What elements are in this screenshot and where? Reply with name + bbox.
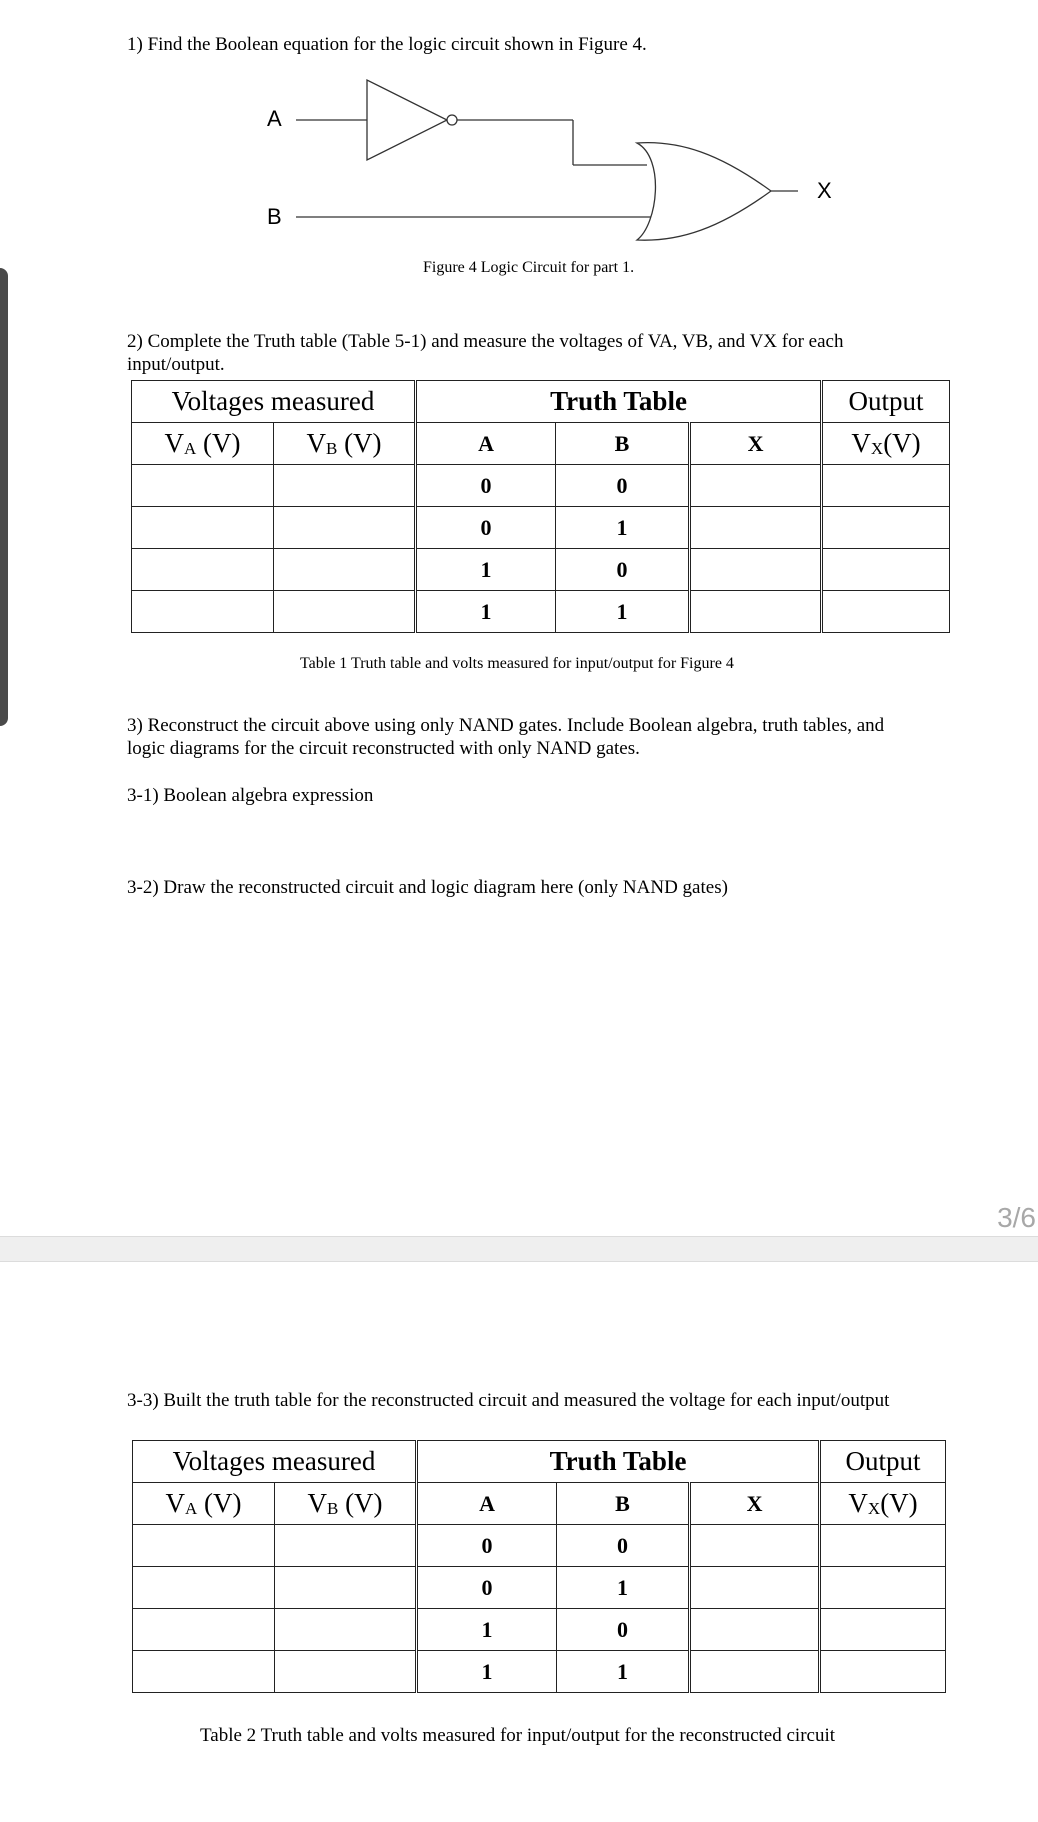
vb-cell[interactable] <box>274 591 416 633</box>
table-row <box>133 1609 946 1651</box>
vx-cell[interactable] <box>820 1609 946 1651</box>
truth-table-2 <box>132 1440 946 1693</box>
input-b-label: B <box>267 204 282 229</box>
va-header: VA (V) <box>133 1483 275 1525</box>
vb-header: VB (V) <box>274 423 416 465</box>
table-row <box>132 591 950 633</box>
vx-cell[interactable] <box>820 1567 946 1609</box>
question-3-2: 3-2) Draw the reconstructed circuit and logic diagram here (only NAND gates) <box>127 877 728 898</box>
x-cell[interactable] <box>690 1609 820 1651</box>
vx-cell[interactable] <box>820 1651 946 1693</box>
vb-cell[interactable] <box>275 1609 417 1651</box>
page-counter: 3/6 <box>997 1202 1036 1233</box>
table-2-caption: Table 2 Truth table and volts measured for input/output for the reconstructed circuit <box>200 1725 836 1746</box>
vx-cell[interactable] <box>822 591 950 633</box>
va-cell[interactable] <box>133 1651 275 1693</box>
question-3-line2: logic diagrams for the circuit reconstructed with only NAND gates. <box>127 738 640 759</box>
x-cell[interactable] <box>690 1525 820 1567</box>
truth-table-1 <box>131 380 950 633</box>
col-a-header: A <box>417 1483 557 1525</box>
output-header: Output <box>820 1441 946 1483</box>
va-header: VA (V) <box>132 423 274 465</box>
question-3-1: 3-1) Boolean algebra expression <box>127 785 374 806</box>
vb-cell[interactable] <box>274 507 416 549</box>
table-row <box>133 1525 946 1567</box>
vx-cell[interactable] <box>820 1525 946 1567</box>
x-cell[interactable] <box>690 507 822 549</box>
voltages-measured-header: Voltages measured <box>132 381 416 423</box>
va-cell[interactable] <box>133 1567 275 1609</box>
va-cell[interactable] <box>132 591 274 633</box>
b-cell: 1 <box>556 507 690 549</box>
logic-circuit-diagram <box>250 74 850 254</box>
vx-cell[interactable] <box>822 507 950 549</box>
not-gate <box>367 80 447 160</box>
table-row <box>132 465 950 507</box>
b-cell: 0 <box>557 1609 690 1651</box>
a-cell: 1 <box>417 1651 557 1693</box>
a-cell: 1 <box>417 1609 557 1651</box>
vx-header: VX(V) <box>822 423 950 465</box>
table-row <box>132 549 950 591</box>
voltages-measured-header: Voltages measured <box>133 1441 417 1483</box>
col-x-header: X <box>690 1483 820 1525</box>
vb-cell[interactable] <box>275 1651 417 1693</box>
va-cell[interactable] <box>132 549 274 591</box>
figure-caption: Figure 4 Logic Circuit for part 1. <box>423 259 635 276</box>
vb-cell[interactable] <box>274 549 416 591</box>
table-row <box>133 1651 946 1693</box>
vb-cell[interactable] <box>274 465 416 507</box>
x-cell[interactable] <box>690 1651 820 1693</box>
output-x-label: X <box>817 178 832 203</box>
x-cell[interactable] <box>690 591 822 633</box>
output-header: Output <box>822 381 950 423</box>
inverter-bubble <box>447 115 457 125</box>
vb-cell[interactable] <box>275 1525 417 1567</box>
col-x-header: X <box>690 423 822 465</box>
b-cell: 0 <box>557 1525 690 1567</box>
col-b-header: B <box>557 1483 690 1525</box>
question-1: 1) Find the Boolean equation for the logic circuit shown in Figure 4. <box>127 34 647 55</box>
va-cell[interactable] <box>132 507 274 549</box>
question-3-line1: 3) Reconstruct the circuit above using only NAND gates. Include Boolean algebra, truth tables, and <box>127 715 885 736</box>
x-cell[interactable] <box>690 549 822 591</box>
x-cell[interactable] <box>690 1567 820 1609</box>
col-a-header: A <box>416 423 556 465</box>
a-cell: 0 <box>416 507 556 549</box>
truth-table-header: Truth Table <box>417 1441 820 1483</box>
va-cell[interactable] <box>132 465 274 507</box>
b-cell: 0 <box>556 465 690 507</box>
a-cell: 1 <box>416 549 556 591</box>
truth-table-header: Truth Table <box>416 381 822 423</box>
vx-cell[interactable] <box>822 549 950 591</box>
vb-cell[interactable] <box>275 1567 417 1609</box>
vb-header: VB (V) <box>275 1483 417 1525</box>
table-row <box>133 1567 946 1609</box>
question-3-3: 3-3) Built the truth table for the reconstructed circuit and measured the voltage for each input/output <box>127 1390 890 1411</box>
b-cell: 0 <box>556 549 690 591</box>
table-1-caption: Table 1 Truth table and volts measured for input/output for Figure 4 <box>300 655 734 672</box>
a-cell: 0 <box>416 465 556 507</box>
table-row <box>132 507 950 549</box>
b-cell: 1 <box>557 1567 690 1609</box>
b-cell: 1 <box>557 1651 690 1693</box>
input-a-label: A <box>267 106 282 131</box>
vx-cell[interactable] <box>822 465 950 507</box>
x-cell[interactable] <box>690 465 822 507</box>
va-cell[interactable] <box>133 1525 275 1567</box>
page-separator <box>0 1236 1038 1262</box>
a-cell: 0 <box>417 1525 557 1567</box>
side-panel-handle[interactable] <box>0 268 8 726</box>
col-b-header: B <box>556 423 690 465</box>
a-cell: 0 <box>417 1567 557 1609</box>
b-cell: 1 <box>556 591 690 633</box>
question-2-line1: 2) Complete the Truth table (Table 5-1) and measure the voltages of VA, VB, and VX for each <box>127 331 844 352</box>
vx-header: VX(V) <box>820 1483 946 1525</box>
or-gate <box>637 143 771 241</box>
a-cell: 1 <box>416 591 556 633</box>
question-2-line2: input/output. <box>127 354 225 375</box>
va-cell[interactable] <box>133 1609 275 1651</box>
